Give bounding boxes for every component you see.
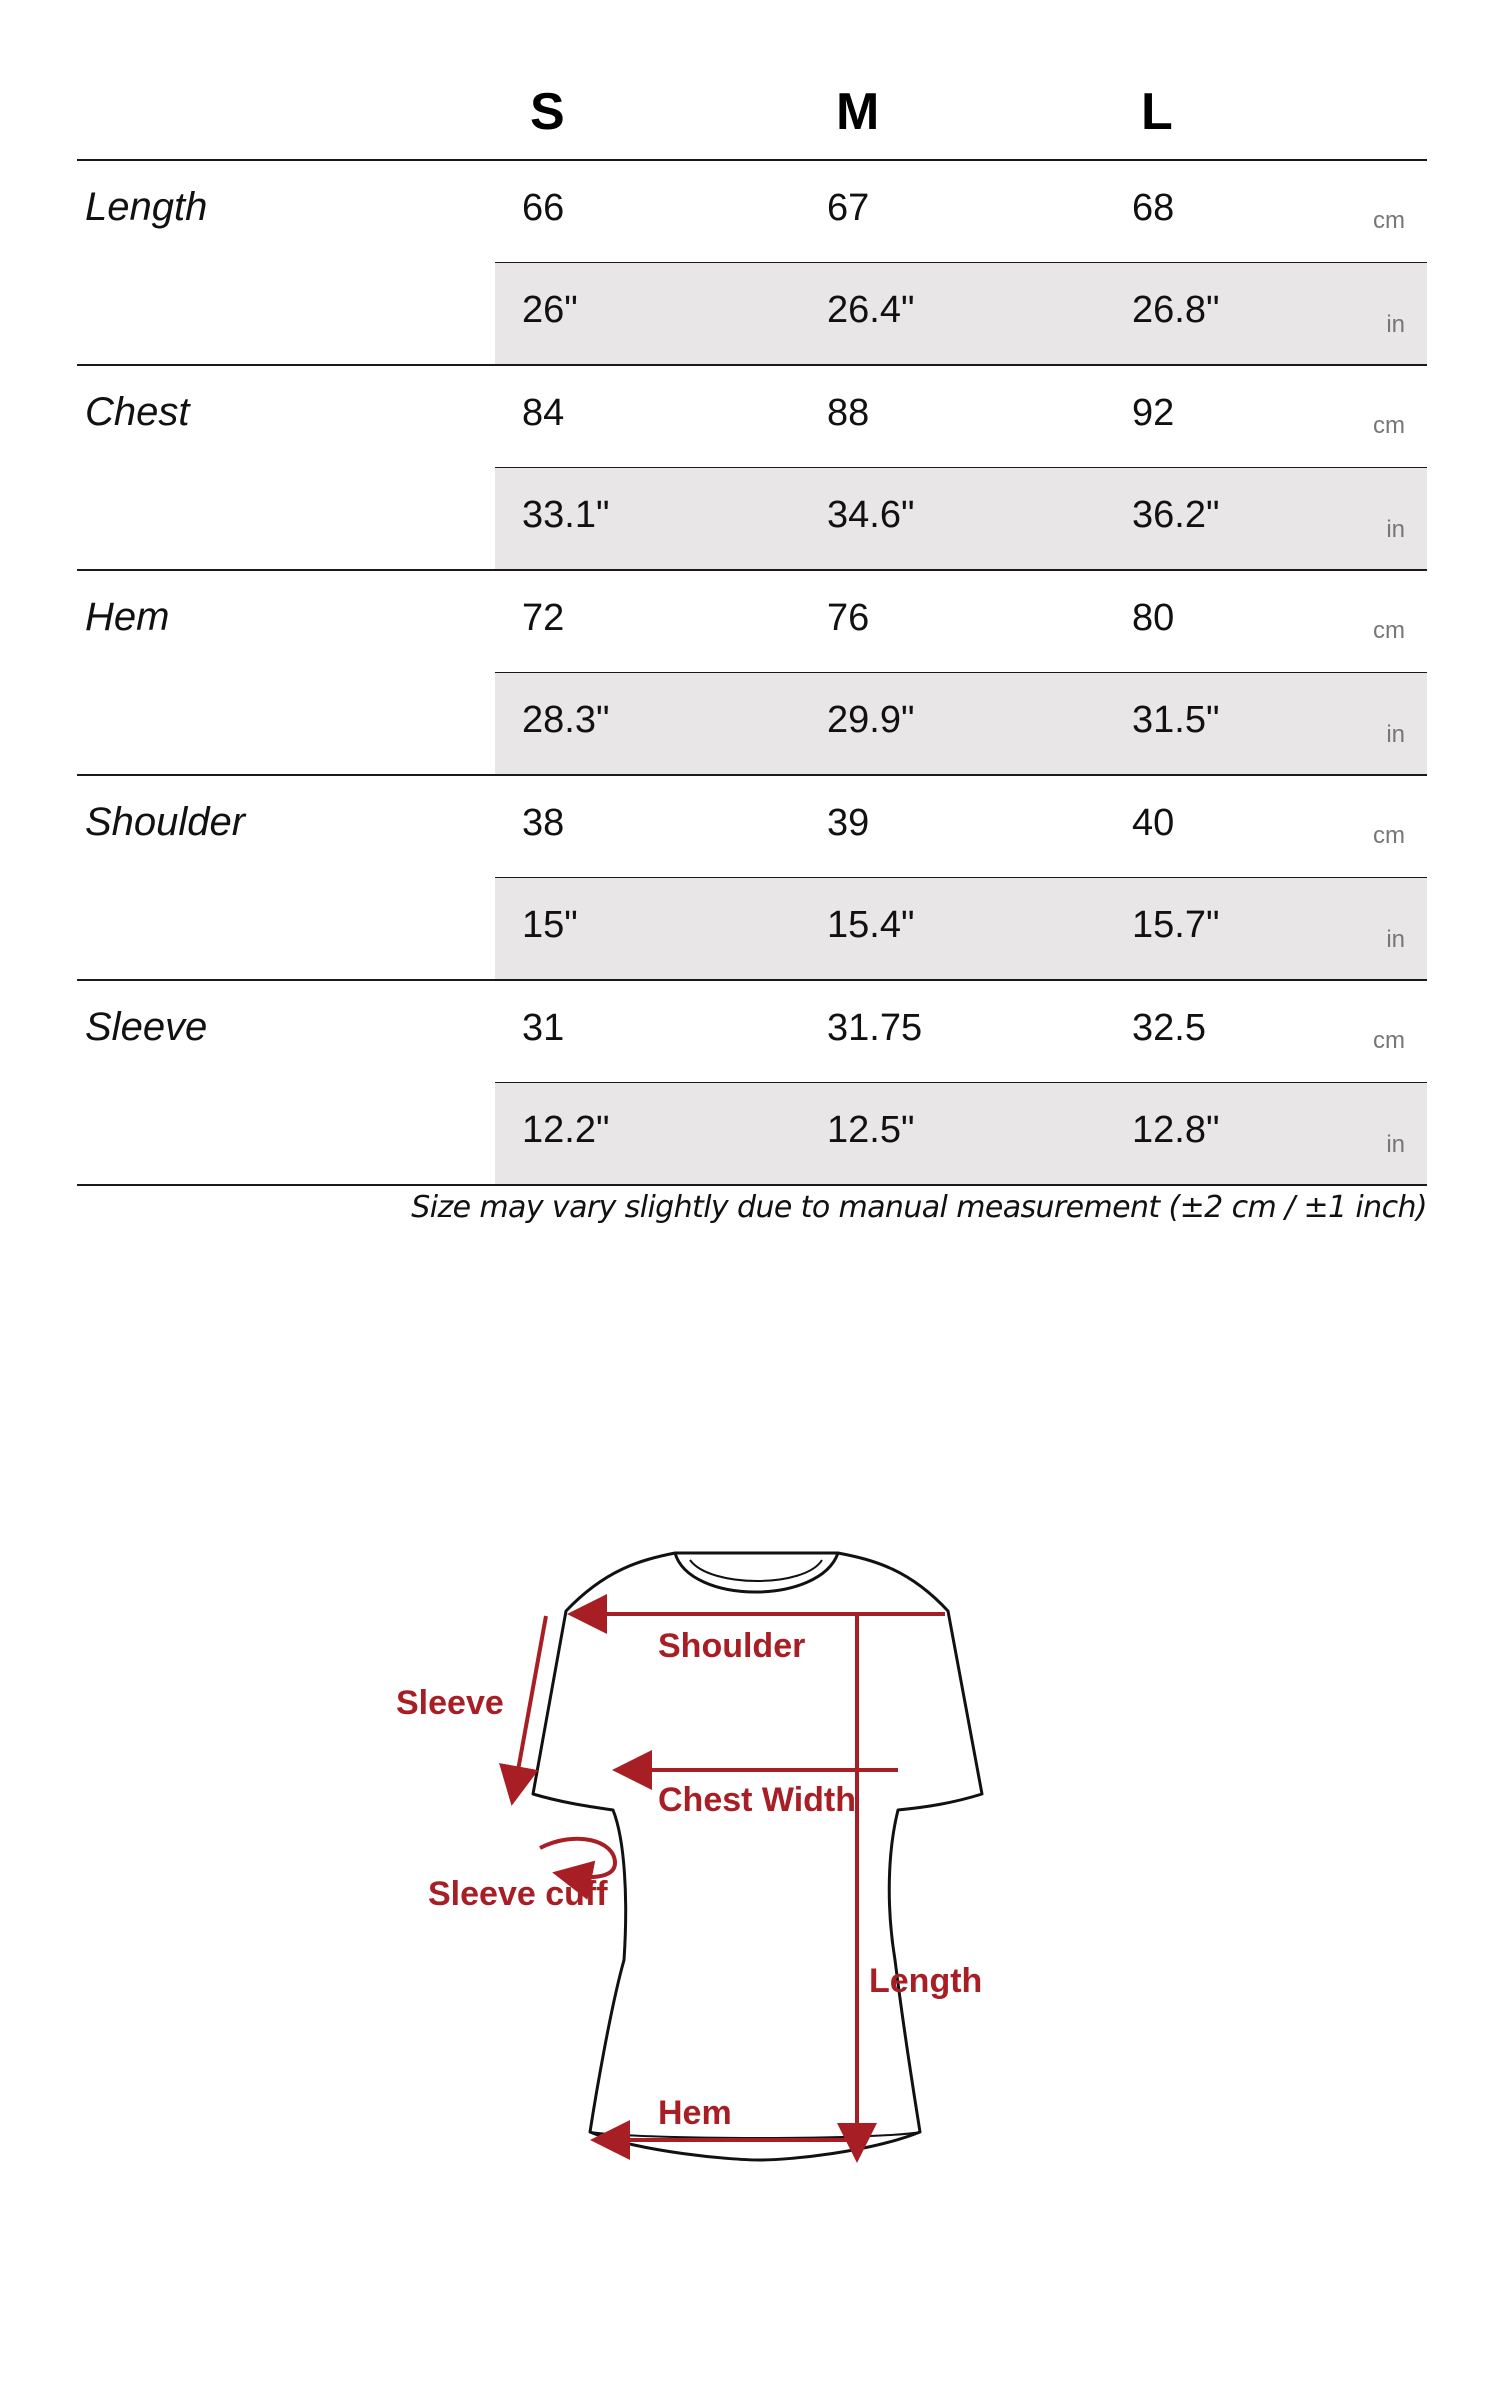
value-s-cm: 38 [522,802,565,844]
size-m-header: M [836,83,880,141]
sleeve-cuff-arrow [540,1839,615,1877]
size-chart-table [77,60,1427,1186]
value-l-in: 31.5" [1132,699,1220,741]
value-s-in: 12.2" [522,1109,610,1151]
measurement-row-hem [77,571,1427,776]
value-m-in: 34.6" [827,494,915,536]
sleeve-cuff-label: Sleeve cuff [428,1875,608,1913]
size-l-header: L [1141,83,1173,141]
value-l-cm: 80 [1132,597,1175,639]
value-l-in: 15.7" [1132,904,1220,946]
unit-cm-label: cm [1373,822,1405,849]
value-s-in: 33.1" [522,494,610,536]
measurement-row-length [77,161,1427,366]
value-l-in: 26.8" [1132,289,1220,331]
measurement-name: Sleeve [85,1005,208,1049]
inch-values-line [495,1083,1427,1184]
measurement-row-chest [77,366,1427,571]
unit-in-label: in [1386,1131,1405,1158]
measurement-row-sleeve [77,981,1427,1186]
shoulder-label: Shoulder [658,1627,806,1665]
unit-cm-label: cm [1373,1027,1405,1054]
unit-cm-label: cm [1373,412,1405,439]
tshirt-measurement-diagram [0,1400,1500,2200]
value-m-in: 12.5" [827,1109,915,1151]
unit-in-label: in [1386,721,1405,748]
value-s-in: 28.3" [522,699,610,741]
unit-in-label: in [1386,311,1405,338]
chest-width-label: Chest Width [658,1781,857,1819]
value-l-cm: 92 [1132,392,1175,434]
cm-values-line [495,366,1427,469]
cm-values-line [495,981,1427,1084]
measurement-name: Length [85,185,208,229]
value-m-cm: 67 [827,187,870,229]
cm-values-line [495,161,1427,264]
value-s-cm: 31 [522,1007,565,1049]
measurement-name: Shoulder [85,800,246,844]
value-l-in: 12.8" [1132,1109,1220,1151]
value-l-in: 36.2" [1132,494,1220,536]
length-label: Length [869,1962,983,2000]
unit-cm-label: cm [1373,617,1405,644]
value-l-cm: 68 [1132,187,1175,229]
value-m-cm: 39 [827,802,870,844]
value-m-cm: 76 [827,597,870,639]
unit-in-label: in [1386,516,1405,543]
value-s-cm: 66 [522,187,565,229]
value-l-cm: 32.5 [1132,1007,1206,1049]
measurement-name: Chest [85,390,190,434]
inch-values-line [495,263,1427,364]
value-m-cm: 31.75 [827,1007,923,1049]
inch-values-line [495,878,1427,979]
size-header-row [77,60,1427,161]
cm-values-line [495,776,1427,879]
cm-values-line [495,571,1427,674]
measurement-row-shoulder [77,776,1427,981]
value-m-in: 15.4" [827,904,915,946]
value-s-cm: 72 [522,597,565,639]
unit-cm-label: cm [1373,207,1405,234]
unit-in-label: in [1386,926,1405,953]
value-s-cm: 84 [522,392,565,434]
sleeve-label: Sleeve [396,1684,504,1722]
value-s-in: 15" [522,904,578,946]
value-m-in: 29.9" [827,699,915,741]
hem-label: Hem [658,2094,732,2132]
inch-values-line [495,673,1427,774]
value-l-cm: 40 [1132,802,1175,844]
value-m-in: 26.4" [827,289,915,331]
inch-values-line [495,468,1427,569]
measurement-name: Hem [85,595,170,639]
value-m-cm: 88 [827,392,870,434]
size-s-header: S [530,83,565,141]
measurement-disclaimer: Size may vary slightly due to manual measurement (±2 cm / ±1 inch) [411,1190,1427,1225]
value-s-in: 26" [522,289,578,331]
